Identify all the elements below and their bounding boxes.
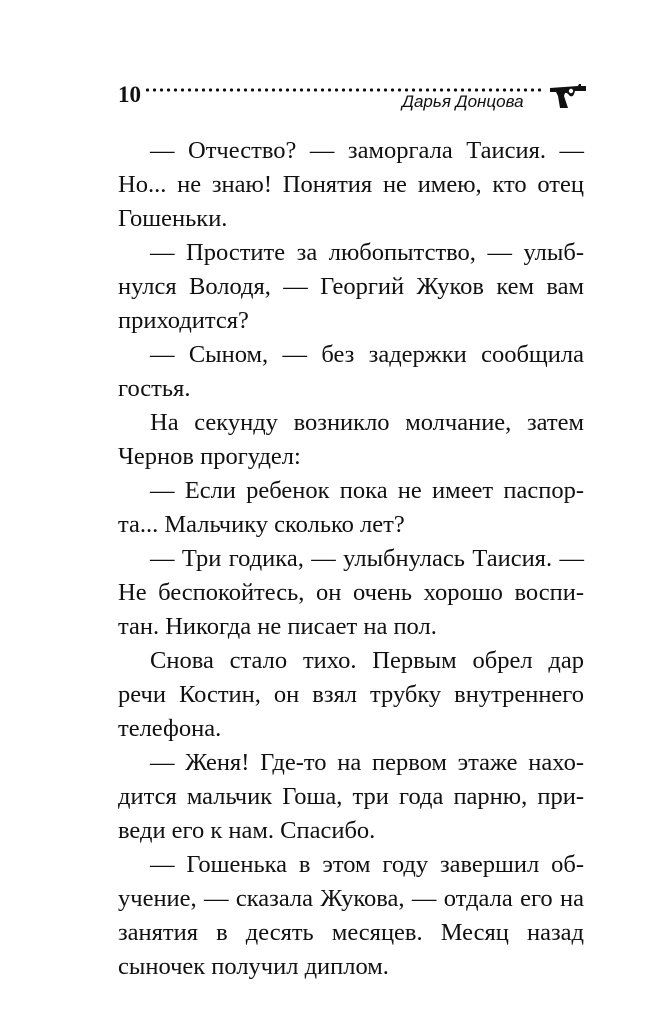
paragraph: — Три годика, — улыбнулась Таисия. — Не беспокойтесь, он очень хорошо воспитан. Никогда не писает на пол.	[118, 545, 584, 640]
paragraph: На секунду возникло молчание, затем Чернов прогудел:	[118, 409, 584, 470]
paragraph: — Женя! Где-то на первом этаже находится мальчик Гоша, три года парню, приведи его к нам. Спасибо.	[118, 749, 584, 844]
paragraph: Снова стало тихо. Первым обрел дар речи Костин, он взял трубку внутреннего телефона.	[118, 647, 584, 742]
page-header	[118, 78, 588, 118]
paragraph: — Простите за любопытство, — улыбнулся Володя, — Георгий Жуков кем вам приходится?	[118, 239, 584, 334]
paragraph: — Отчество? — заморгала Таисия. — Но... не знаю! Понятия не имею, кто отец Гошеньки.	[118, 137, 584, 232]
paragraph: — Гошенька в этом году завершил обучение, — сказала Жукова, — отдала его на занятия в десять месяцев. Месяц назад сыночек получил диплом.	[118, 851, 584, 980]
paragraph: — Сыном, — без задержки сообщила гостья.	[118, 341, 584, 402]
body-text	[118, 134, 584, 984]
author-name: Дарья Донцова	[402, 92, 524, 111]
page-number: 10	[118, 82, 141, 107]
paragraph: — Если ребенок пока не имеет паспорта... Мальчику сколько лет?	[118, 477, 584, 538]
revolver-icon	[548, 82, 588, 110]
